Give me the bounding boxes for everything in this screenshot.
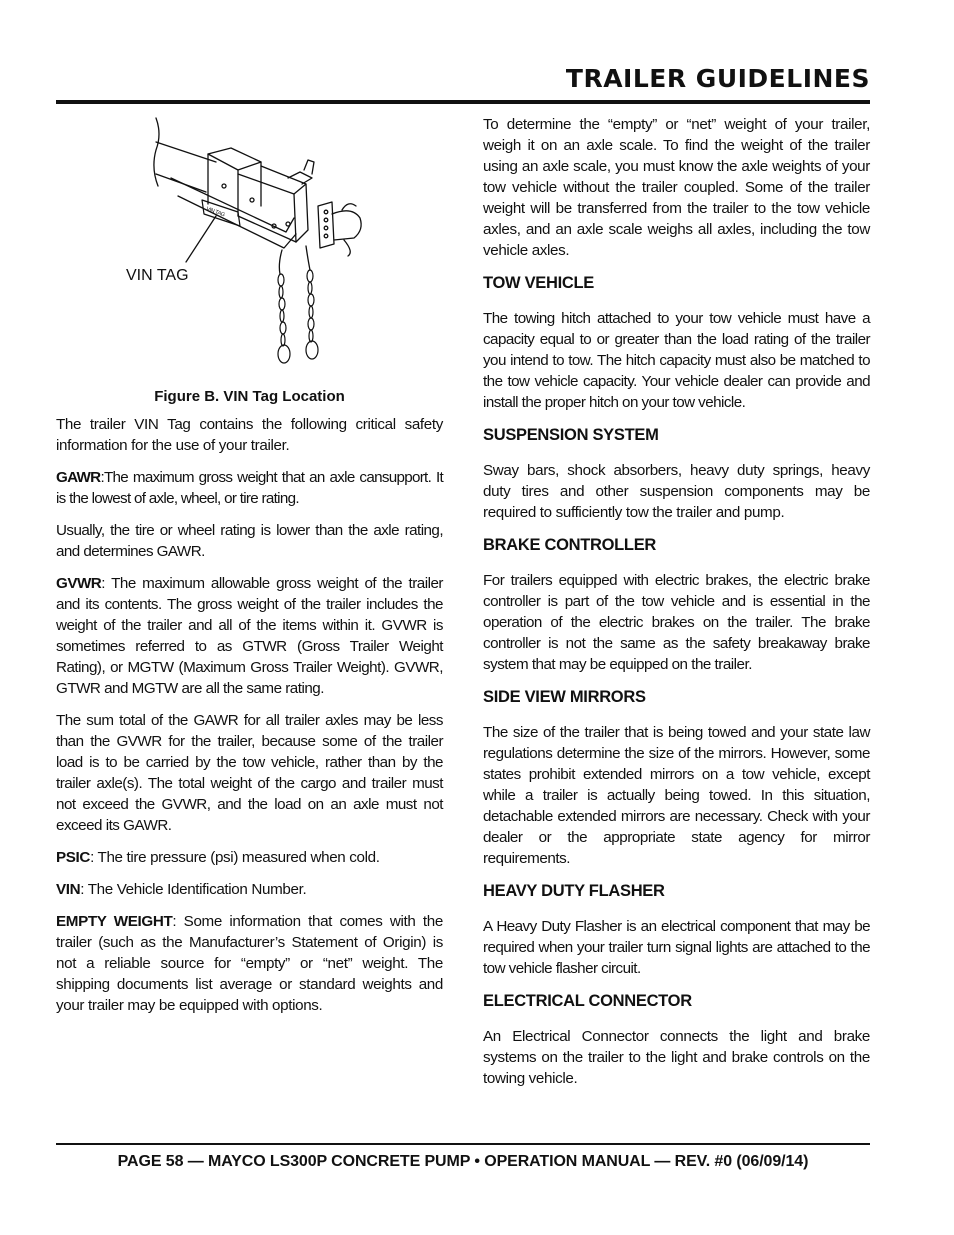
heading-side-view-mirrors: SIDE VIEW MIRRORS xyxy=(483,688,646,706)
empty-weight-term: EMPTY WEIGHT xyxy=(56,913,173,930)
usually-paragraph: Usually, the tire or wheel rating is lower than the axle rating, and determines GAWR. xyxy=(56,522,443,560)
vin-tag-label: VIN TAG xyxy=(126,267,189,284)
vin-term: VIN xyxy=(56,881,81,898)
gawr-paragraph xyxy=(56,467,443,509)
footer-rule xyxy=(56,1143,870,1145)
heading-suspension-system: SUSPENSION SYSTEM xyxy=(483,426,659,444)
suspension-system-text: Sway bars, shock absorbers, heavy duty springs, heavy duty tires and other suspension components may be required to sufficiently tow the trailer and pump. xyxy=(483,462,870,521)
heading-tow-vehicle: TOW VEHICLE xyxy=(483,274,594,292)
electrical-connector-text: An Electrical Connector connects the light and brake systems on the trailer to the light and brake controls on the towing vehicle. xyxy=(483,1028,870,1087)
gvwr-text: : The maximum allowable gross weight of the trailer and its contents. The gross weight of the trailer includes the weight of the trailer and all of the items within it. GVWR is sometimes referred to as GTWR (Gross Trailer Weight Rating), or MGTW (Maximum Gross Trailer Weight). GVWR, GTWR and MGTW are all the same rating. xyxy=(56,575,443,697)
vin-paragraph xyxy=(56,879,443,900)
axle-scale-paragraph: To determine the “empty” or “net” weight of your trailer, weigh it on an axle scale. To find the weight of the trailer using an axle scale, you must know the axle weights of your tow vehicle without the trailer coupled. Some of the trailer weight will be transferred from the trailer to the tow vehicle axles, and an axle scale weighs all axles, including the tow vehicle axles. xyxy=(483,116,870,259)
empty-weight-text: : Some information that comes with the trailer (such as the Manufacturer’s Statement of Origin) is not a reliable source for “empty” or “net” weight. The shipping documents list average or standard weights and your trailer may be equipped with options. xyxy=(56,913,443,1014)
brake-controller-text: For trailers equipped with electric brakes, the electric brake controller is part of the tow vehicle and is essential in the operation of the electric brakes on the trailer. The brake controller is not the same as the safety breakaway brake system that may be equipped on the trailer. xyxy=(483,572,870,673)
psic-text: : The tire pressure (psi) measured when cold. xyxy=(90,849,380,866)
sum-paragraph: The sum total of the GAWR for all trailer axles may be less than the GVWR for the trailer, because some of the trailer load is to be carried by the tow vehicle, rather than by the trailer axle(s). The total weight of the cargo and trailer must not exceed the GVWR, and the load on an axle must not exceed its GAWR. xyxy=(56,712,443,834)
heading-heavy-duty-flasher: HEAVY DUTY FLASHER xyxy=(483,882,665,900)
tow-vehicle-text: The towing hitch attached to your tow vehicle must have a capacity equal to or greater than the load rating of the trailer you intend to tow. The hitch capacity must also be matched to the tow vehicle capacity. Your vehicle dealer can provide and install the proper hitch on your tow vehicle. xyxy=(483,310,870,411)
gvwr-term: GVWR xyxy=(56,575,102,592)
header-rule xyxy=(56,100,870,104)
figure-caption: Figure B. VIN Tag Location xyxy=(154,388,345,405)
side-view-mirrors-text: The size of the trailer that is being towed and your state law regulations determine the size of the mirrors. However, some states prohibit extended mirrors on a tow vehicle, except while a trailer is actually being towed. In this situation, detachable extended mirrors are necessary. Check with your dealer or the appropriate state agency for mirror requirements. xyxy=(483,724,870,867)
vin-tag-plate-text: VIN TAG xyxy=(205,206,226,219)
heading-brake-controller: BRAKE CONTROLLER xyxy=(483,536,657,554)
gawr-text: :The maximum gross weight that an axle cansupport. It is the lowest of axle, wheel, or tire rating. xyxy=(56,469,443,507)
right-column xyxy=(483,114,870,1100)
psic-paragraph xyxy=(56,847,443,868)
heading-electrical-connector: ELECTRICAL CONNECTOR xyxy=(483,992,692,1010)
empty-weight-paragraph xyxy=(56,911,443,1016)
gawr-term: GAWR xyxy=(56,469,101,486)
gvwr-paragraph xyxy=(56,573,443,699)
heavy-duty-flasher-text: A Heavy Duty Flasher is an electrical component that may be required when your trailer turn signal lights are attached to the tow vehicle flasher circuit. xyxy=(483,918,870,977)
page-footer: PAGE 58 — MAYCO LS300P CONCRETE PUMP • OPERATION MANUAL — REV. #0 (06/09/14) xyxy=(117,1153,809,1170)
vin-text: : The Vehicle Identification Number. xyxy=(80,881,307,898)
vin-tag-figure xyxy=(56,114,443,405)
psic-term: PSIC xyxy=(56,849,91,866)
trailer-tongue-illustration xyxy=(56,114,443,384)
left-column xyxy=(56,114,443,1027)
page-title: TRAILER GUIDELINES xyxy=(565,64,870,93)
vin-tag-intro: The trailer VIN Tag contains the following critical safety information for the use of your trailer. xyxy=(56,416,443,454)
